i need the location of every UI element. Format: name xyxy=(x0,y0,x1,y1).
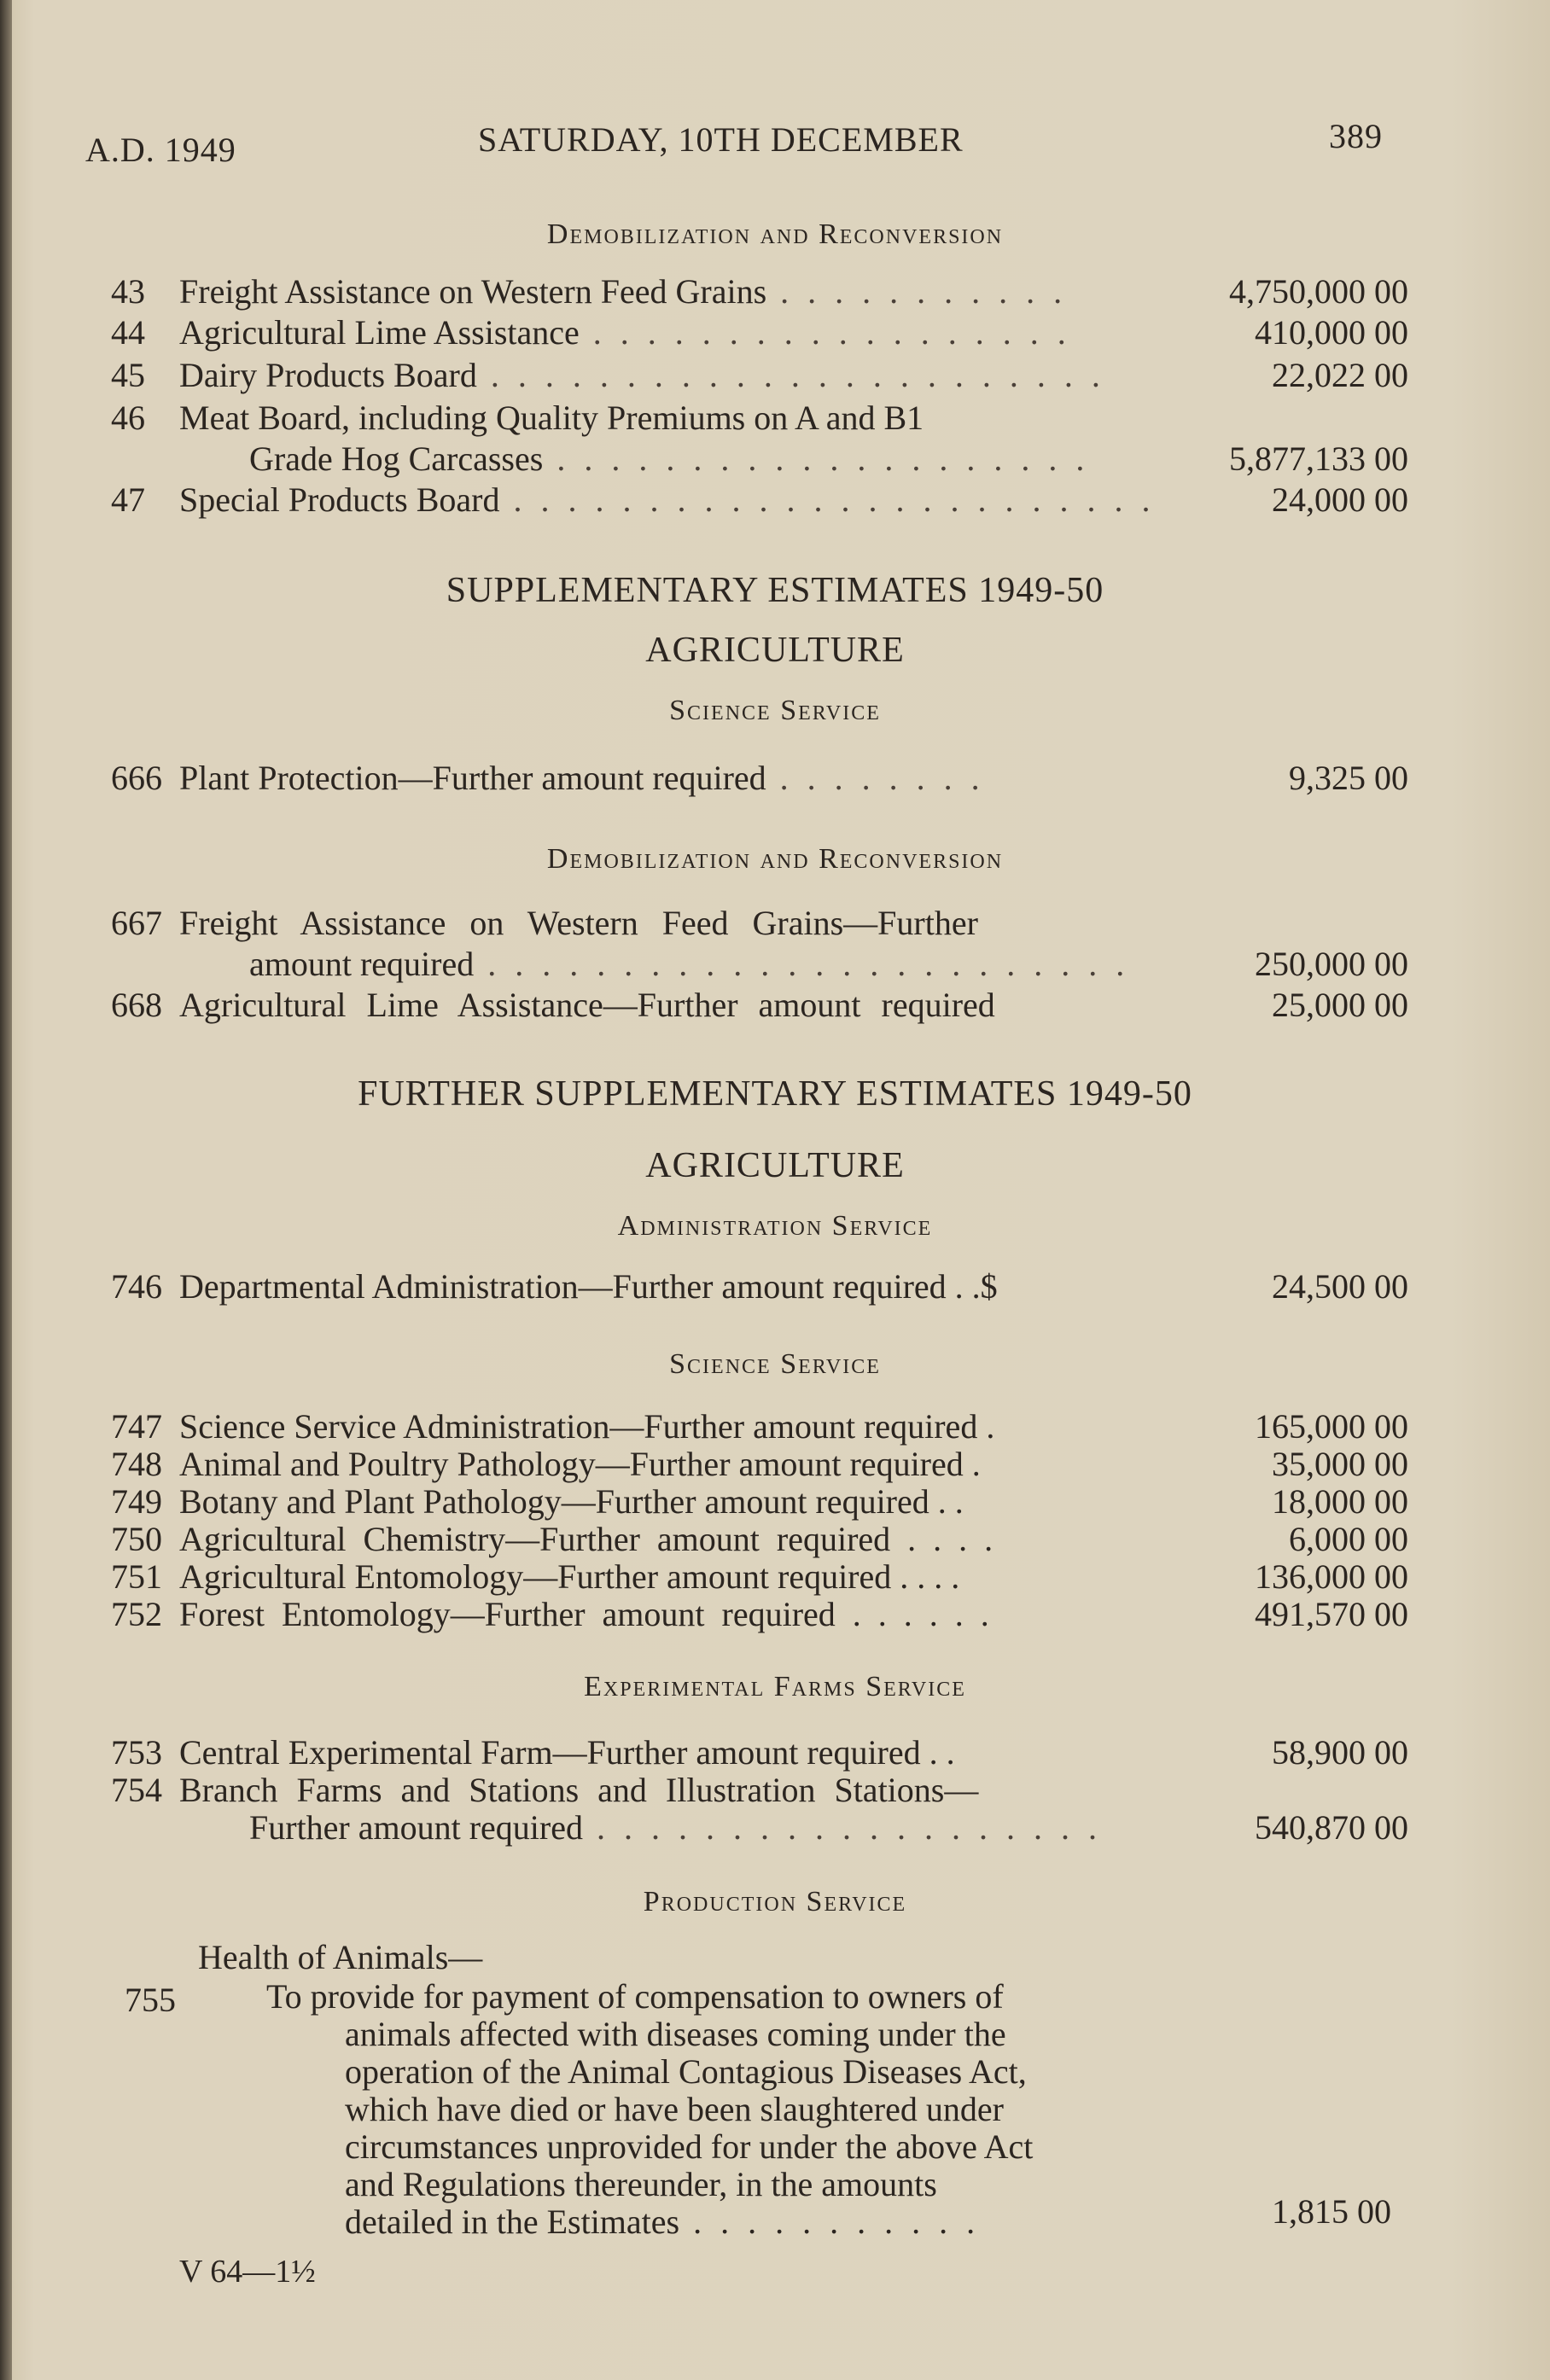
item-text-line: circumstances unprovided for under the above Act xyxy=(345,2127,1034,2166)
table-row-continuation: Further amount required . . . . . . . . . . . . . . . . . . . 540,870 00 xyxy=(249,1808,1408,1847)
item-text-line: animals affected with diseases coming under the xyxy=(345,2015,1006,2053)
binding-spine xyxy=(0,0,12,2380)
table-row: 750 Agricultural Chemistry—Further amount required . . . . 6,000 00 xyxy=(111,1520,1408,1558)
table-row: 749 Botany and Plant Pathology—Further amount required . . 18,000 00 xyxy=(111,1482,1408,1521)
item-text-line: To provide for payment of compensation to owners of xyxy=(266,1977,1004,2016)
table-row: 752 Forest Entomology—Further amount required . . . . . . 491,570 00 xyxy=(111,1595,1408,1633)
further-supplementary-subtitle: AGRICULTURE xyxy=(645,1146,905,1185)
header-year: A.D. 1949 xyxy=(85,131,236,169)
table-row: 43 Freight Assistance on Western Feed Grains . . . . . . . . . . . 4,750,000 00 xyxy=(111,272,1408,311)
table-row: 751 Agricultural Entomology—Further amount required . . . . 136,000 00 xyxy=(111,1557,1408,1596)
section-heading-science: Science Service xyxy=(669,1348,881,1380)
table-row: 46 Meat Board, including Quality Premiums on A and B1 xyxy=(111,399,924,437)
table-row: 44 Agricultural Lime Assistance . . . . . . . . . . . . . . . . . . 410,000 00 xyxy=(111,313,1408,352)
section-heading-demobilization: Demobilization and Reconversion xyxy=(546,843,1004,875)
item-text-line: which have died or have been slaughtered under xyxy=(345,2090,1004,2128)
page-number: 389 xyxy=(1329,117,1383,155)
section-heading-demobilization: Demobilization and Reconversion xyxy=(546,218,1004,250)
table-row-continuation: Grade Hog Carcasses . . . . . . . . . . . . . . . . . . . . 5,877,133 00 xyxy=(249,439,1408,478)
table-row: 748 Animal and Poultry Pathology—Further amount required . 35,000 00 xyxy=(111,1445,1408,1483)
item-text-line: and Regulations thereunder, in the amounts xyxy=(345,2165,937,2203)
further-supplementary-title: FURTHER SUPPLEMENTARY ESTIMATES 1949-50 xyxy=(358,1074,1192,1114)
item-text-line: detailed in the Estimates . . . . . . . . . . . xyxy=(345,2203,981,2241)
table-row: 747 Science Service Administration—Further amount required . 165,000 00 xyxy=(111,1407,1408,1446)
table-row: 753 Central Experimental Farm—Further amount required . . 58,900 00 xyxy=(111,1733,1408,1772)
subheading-health-of-animals: Health of Animals— xyxy=(198,1938,483,1976)
table-row: 754 Branch Farms and Stations and Illustration Stations— xyxy=(111,1771,979,1809)
table-row: 47 Special Products Board . . . . . . . . . . . . . . . . . . . . . . . . 24,000 00 xyxy=(111,480,1408,519)
section-heading-administration: Administration Service xyxy=(617,1210,933,1242)
table-row: 666 Plant Protection—Further amount required . . . . . . . . 9,325 00 xyxy=(111,759,1408,797)
header-date: SATURDAY, 10TH DECEMBER xyxy=(478,120,964,159)
item-text-line: operation of the Animal Contagious Diseases Act, xyxy=(345,2052,1027,2091)
table-row: 668 Agricultural Lime Assistance—Further amount required 25,000 00 xyxy=(111,986,1408,1024)
table-row: 45 Dairy Products Board . . . . . . . . . . . . . . . . . . . . . . . 22,022 00 xyxy=(111,356,1408,394)
item-number: 755 xyxy=(125,1981,176,2019)
section-heading-production: Production Service xyxy=(643,1886,907,1917)
page-header xyxy=(85,119,1383,171)
table-row: 746 Departmental Administration—Further amount required . .$ 24,500 00 xyxy=(111,1267,1408,1306)
supplementary-subtitle: AGRICULTURE xyxy=(645,631,905,670)
supplementary-title: SUPPLEMENTARY ESTIMATES 1949-50 xyxy=(446,571,1104,610)
section-heading-science: Science Service xyxy=(669,695,881,726)
table-row-continuation: amount required . . . . . . . . . . . . . . . . . . . . . . . . 250,000 00 xyxy=(249,945,1408,983)
item-amount: 1,815 00 xyxy=(1272,2192,1391,2231)
page-footer-signature: V 64—1½ xyxy=(179,2254,316,2290)
section-heading-experimental-farms: Experimental Farms Service xyxy=(584,1671,966,1702)
table-row: 667 Freight Assistance on Western Feed Grains—Further xyxy=(111,904,978,942)
